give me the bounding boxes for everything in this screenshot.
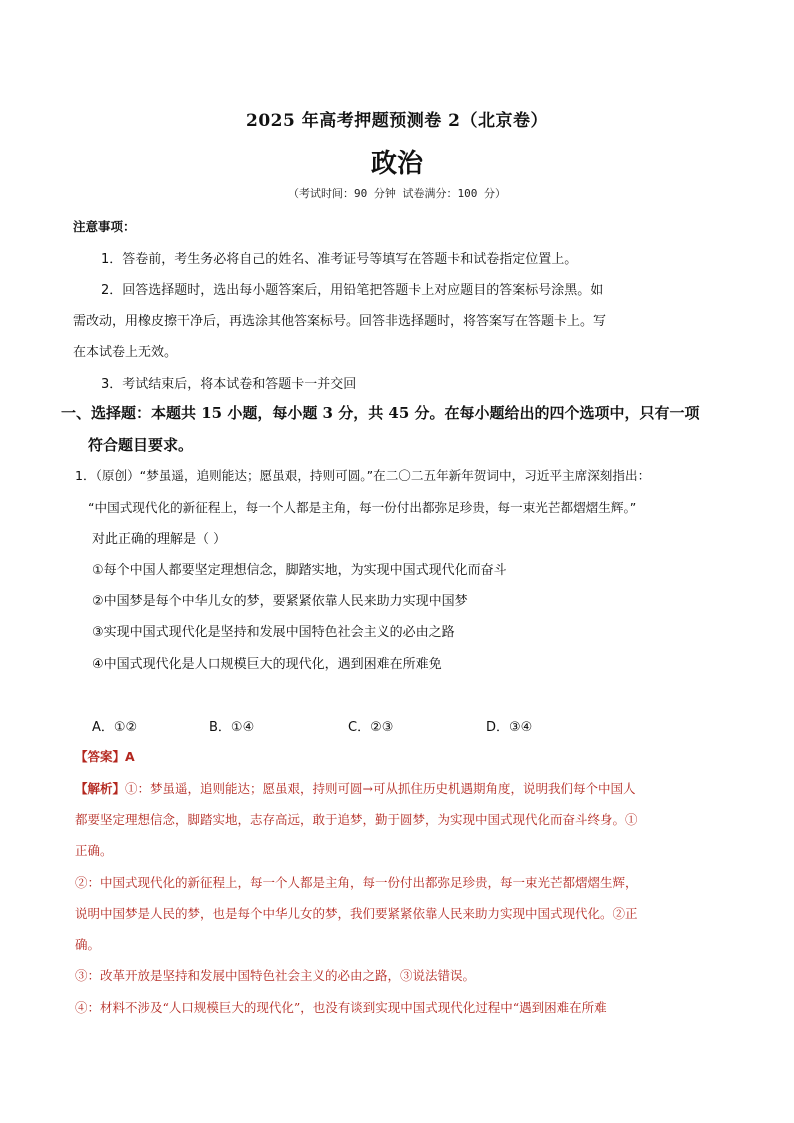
- notice-item-2-line-2: 需改动，用橡皮擦干净后，再选涂其他答案标号。回答非选择题时，将答案写在答题卡上。写: [73, 314, 607, 329]
- explanation-3: ③：改革开放是坚持和发展中国特色社会主义的必由之路，③说法错误。: [75, 968, 476, 983]
- notice-item-2-line-3: 在本试卷上无效。: [73, 345, 178, 360]
- explanation-label: 【解析】: [75, 781, 126, 796]
- question-1-stem-line-3: 对此正确的理解是（ ）: [92, 532, 227, 547]
- notice-heading: 注意事项：: [73, 219, 136, 234]
- exam-meta: （考试时间：90 分钟 试卷满分：100 分）: [288, 187, 506, 200]
- notice-item-1: 1．答卷前，考生务必将自己的姓名、准考证号等填写在答题卡和试卷指定位置上。: [101, 252, 578, 267]
- explanation-2-line-1: ②：中国式现代化的新征程上，每一个人都是主角，每一份付出都弥足珍贵，每一束光芒都熠熠生辉，: [75, 875, 638, 890]
- explanation-1-line-3: 正确。: [75, 843, 113, 858]
- notice-item-3: 3．考试结束后，将本试卷和答题卡一并交回: [101, 377, 357, 392]
- question-1-statement-3: ③实现中国式现代化是坚持和发展中国特色社会主义的必由之路: [92, 625, 455, 640]
- answer-label: 【答案】A: [75, 749, 135, 764]
- explanation-1-line-2: 都要坚定理想信念，脚踏实地，志存高远，敢于追梦，勤于圆梦，为实现中国式现代化而奋斗终身。①: [75, 812, 638, 827]
- question-1-stem-line-1: 1．（原创）“梦虽遥，追则能达；愿虽艰，持则可圆。”在二〇二五年新年贺词中，习近平主席深刻指出：: [75, 468, 651, 483]
- question-1-statement-2: ②中国梦是每个中华儿女的梦，要紧紧依靠人民来助力实现中国梦: [92, 594, 468, 609]
- explanation-4: ④：材料不涉及“人口规模巨大的现代化”，也没有谈到实现中国式现代化过程中“遇到困难在所难: [75, 1000, 607, 1015]
- explanation-1-line-1: [75, 779, 636, 797]
- subject-title: 政治: [370, 149, 423, 179]
- option-a: A．①②: [92, 720, 138, 735]
- question-1-statement-4: ④中国式现代化是人口规模巨大的现代化，遇到困难在所难免: [92, 657, 442, 672]
- question-1-stem-line-2: “中国式现代化的新征程上，每一个人都是主角，每一份付出都弥足珍贵，每一束光芒都熠熠生辉。”: [88, 500, 637, 515]
- exam-title: 2025 年高考押题预测卷 2（北京卷）: [246, 111, 548, 131]
- option-d: D．③④: [486, 720, 533, 735]
- option-c: C．②③: [348, 720, 394, 735]
- explanation-2-line-2: 说明中国梦是人民的梦，也是每个中华儿女的梦，我们要紧紧依靠人民来助力实现中国式现代化。②正: [75, 906, 638, 921]
- explanation-1-text: ①：梦虽遥，追则能达；愿虽艰，持则可圆→可从抓住历史机遇期角度，说明我们每个中国人: [125, 781, 636, 796]
- option-b: B．①④: [209, 720, 255, 735]
- explanation-2-line-3: 确。: [75, 937, 101, 952]
- question-1-statement-1: ①每个中国人都要坚定理想信念，脚踏实地，为实现中国式现代化而奋斗: [92, 563, 507, 578]
- notice-item-2-line-1: 2．回答选择题时，选出每小题答案后，用铅笔把答题卡上对应题目的答案标号涂黑。如: [101, 283, 604, 298]
- section-heading-line-2: 符合题目要求。: [88, 436, 194, 454]
- section-heading-line-1: 一、选择题：本题共 15 小题，每小题 3 分，共 45 分。在每小题给出的四个选项中，只有一项: [61, 404, 700, 422]
